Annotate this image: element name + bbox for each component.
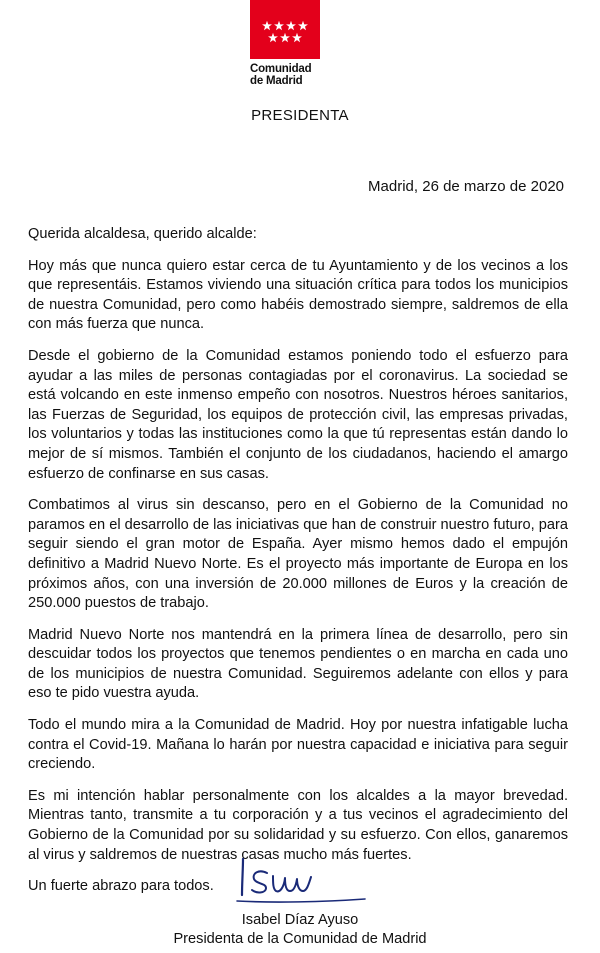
- closing: Un fuerte abrazo para todos.: [28, 878, 214, 895]
- flag-emblem: [250, 0, 320, 59]
- paragraph: Hoy más que nunca quiero estar cerca de tu Ayuntamiento y de los vecinos a los que representáis. Estamos viviendo una situación crítica para todos los municipios de nuestra Comunidad, pero como habéis demostrado siempre, saldremos de ella con más fuerza que nunca.: [28, 257, 568, 333]
- paragraph: Combatimos al virus sin descanso, pero en el Gobierno de la Comunidad no paramos en el desarrollo de las iniciativas que han de construir nuestro futuro, para seguir siendo el gran motor de España. Ayer mismo hemos dado el empujón definitivo a Madrid Nuevo Norte. Es el proyecto más importante de Europa en los próximos años, con una inversión de 20.000 millones de Euros y la creación de 250.000 puestos de trabajo.: [28, 497, 568, 612]
- paragraph: Desde el gobierno de la Comunidad estamos poniendo todo el esfuerzo para ayudar a las miles de personas contagiadas por el coronavirus. La sociedad se está volcando en este inmenso empeño con nosotros. Nuestros héroes sanitarios, las Fuerzas de Seguridad, los equipos de protección civil, las empresas privadas, los voluntarios y todas las instituciones como la que tú representas están dando lo mejor de sí mismos. También el conjunto de los ciudadanos, haciendo el amargo esfuerzo de confinarse en sus casas.: [28, 347, 568, 482]
- comunidad-de-madrid-logo: [250, 0, 320, 87]
- signer-name: Isabel Díaz Ayuso: [241, 912, 359, 928]
- letter-body: [28, 225, 568, 909]
- signer-title: Presidenta de la Comunidad de Madrid: [173, 931, 427, 947]
- salutation: Querida alcaldesa, querido alcalde:: [28, 226, 257, 242]
- paragraph: Es mi intención hablar personalmente con los alcaldes a la mayor brevedad. Mientras tanto, transmite a tu corporación y a tus vecinos el agradecimiento del Gobierno de la Comunidad por su solidaridad y su esfuerzo. Con ellos, ganaremos al virus y saldremos de nuestras casas mucho más fuertes.: [28, 787, 568, 863]
- letter-date: Madrid, 26 de marzo de 2020: [368, 178, 564, 195]
- paragraph: Todo el mundo mira a la Comunidad de Madrid. Hoy por nuestra infatigable lucha contra el Covid-19. Mañana lo harán por nuestra capacidad e iniciativa para seguir creciendo.: [28, 717, 568, 773]
- logo-text-line2: de Madrid: [250, 75, 303, 87]
- logo-text-line1: Comunidad: [250, 63, 312, 75]
- handwritten-signature: [233, 853, 368, 913]
- paragraph: Madrid Nuevo Norte nos mantendrá en la primera línea de desarrollo, pero sin descuidar todos los proyectos que tenemos pendientes o en marcha en cada uno de los municipios de nuestra Comunidad. Seguiremos adelante con ellos y para eso te pido vuestra ayuda.: [28, 626, 568, 702]
- logo-wordmark: [250, 63, 320, 87]
- letterhead-role: PRESIDENTA: [251, 107, 349, 124]
- stars-icon: [250, 0, 320, 59]
